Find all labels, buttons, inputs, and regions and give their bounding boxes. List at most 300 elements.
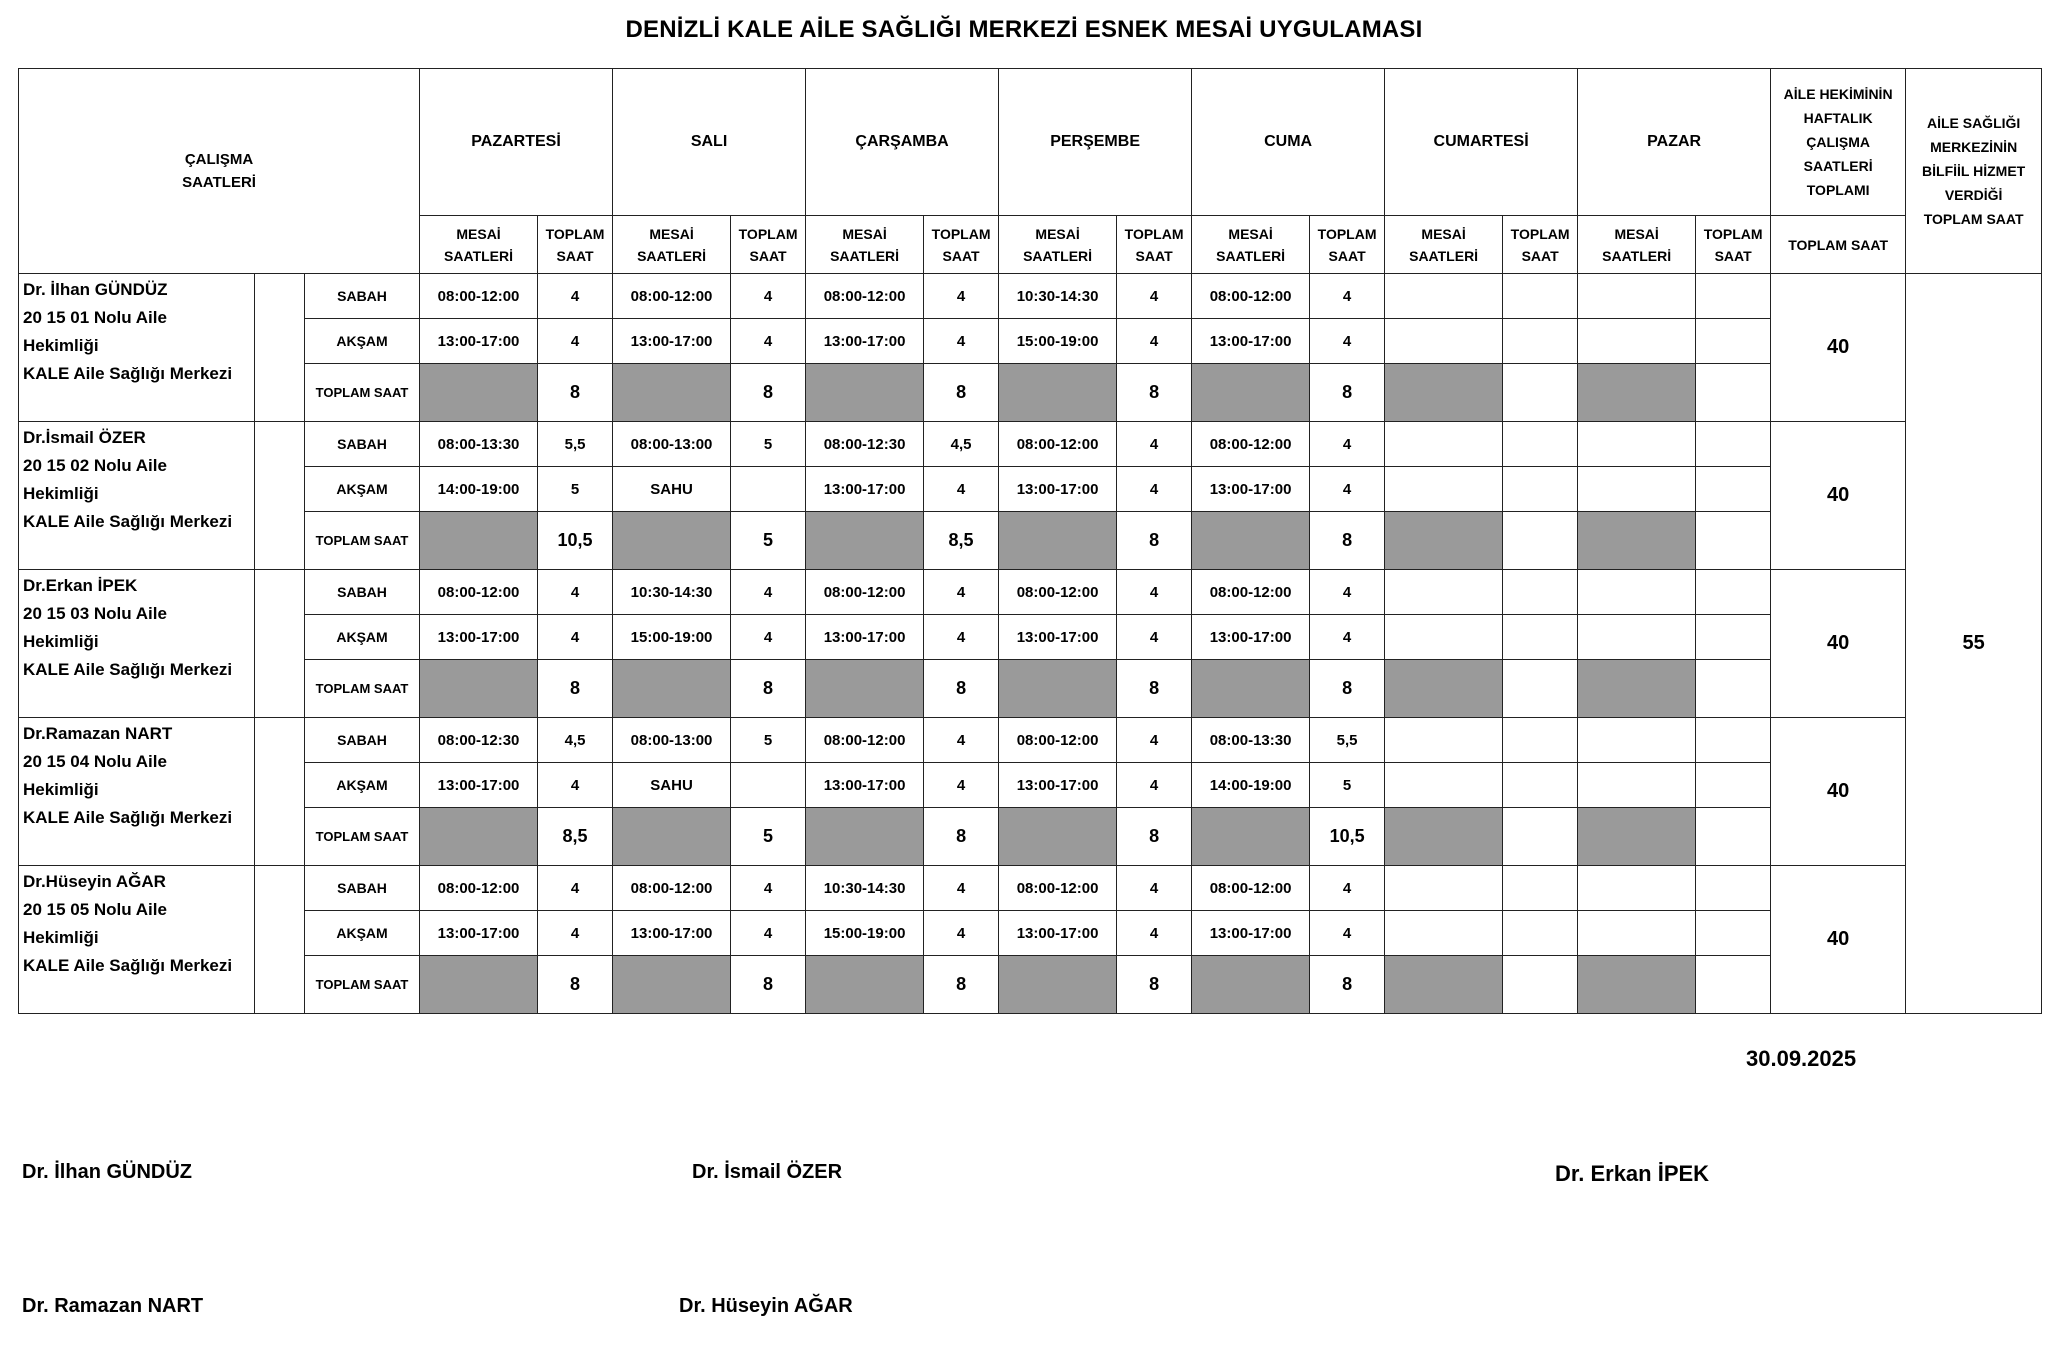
evening-total: 4 bbox=[1310, 467, 1385, 512]
morning-total: 4 bbox=[924, 274, 999, 319]
shaded-cell bbox=[1385, 660, 1503, 718]
doctor-info bbox=[19, 422, 255, 570]
evening-hours: 13:00-17:00 bbox=[1192, 615, 1310, 660]
morning-hours: 08:00-12:00 bbox=[613, 866, 731, 911]
daily-total bbox=[1503, 660, 1578, 718]
weekly-total-subheader: TOPLAM SAAT bbox=[1771, 216, 1906, 274]
mesai-saatleri-subheader-line: SAATLERİ bbox=[444, 247, 514, 264]
morning-total bbox=[1503, 274, 1578, 319]
daily-total: 8 bbox=[538, 364, 613, 422]
shift-label-toplam: TOPLAM SAAT bbox=[305, 808, 420, 866]
toplam-saat-subheader-line: SAAT bbox=[749, 247, 787, 264]
shaded-cell bbox=[420, 808, 538, 866]
toplam-saat-subheader-line: TOPLAM bbox=[1317, 225, 1377, 242]
document-date: 30.09.2025 bbox=[1746, 1046, 1857, 1071]
shaded-cell bbox=[420, 660, 538, 718]
evening-total: 4 bbox=[538, 911, 613, 956]
working-hours-header-line: SAATLERİ bbox=[182, 174, 256, 191]
doctor-info bbox=[19, 274, 255, 422]
evening-hours: 13:00-17:00 bbox=[420, 615, 538, 660]
mesai-saatleri-subheader-line: SAATLERİ bbox=[1409, 247, 1479, 264]
schedule-table bbox=[18, 68, 2042, 1014]
morning-total bbox=[1696, 718, 1771, 763]
toplam-saat-subheader-line: SAAT bbox=[1714, 247, 1752, 264]
evening-hours: 13:00-17:00 bbox=[613, 319, 731, 364]
morning-total bbox=[1696, 274, 1771, 319]
mesai-saatleri-subheader-line: MESAİ bbox=[649, 225, 694, 242]
daily-total bbox=[1696, 512, 1771, 570]
morning-total: 4 bbox=[538, 570, 613, 615]
doctor-unit: 20 15 03 Nolu Aile bbox=[23, 604, 167, 623]
morning-total: 4 bbox=[538, 866, 613, 911]
morning-hours bbox=[1578, 274, 1696, 319]
morning-hours bbox=[1578, 718, 1696, 763]
center-total-header-line: BİLFİİL HİZMET bbox=[1922, 163, 2026, 179]
mesai-saatleri-subheader-line: MESAİ bbox=[1421, 225, 1466, 242]
evening-hours bbox=[1385, 763, 1503, 808]
evening-hours: 13:00-17:00 bbox=[806, 467, 924, 512]
shift-label-toplam: TOPLAM SAAT bbox=[305, 364, 420, 422]
day-header: ÇARŞAMBA bbox=[806, 69, 999, 216]
weekly-total-header-line: AİLE HEKİMİNİN bbox=[1783, 86, 1893, 102]
mesai-saatleri-subheader bbox=[806, 216, 924, 274]
morning-total: 4 bbox=[731, 274, 806, 319]
evening-hours: 13:00-17:00 bbox=[1192, 911, 1310, 956]
evening-hours: 13:00-17:00 bbox=[613, 911, 731, 956]
evening-total: 4 bbox=[1310, 615, 1385, 660]
mesai-saatleri-subheader bbox=[999, 216, 1117, 274]
morning-total: 4 bbox=[538, 274, 613, 319]
evening-hours: 13:00-17:00 bbox=[999, 763, 1117, 808]
signature-ismail-ozer: Dr. İsmail ÖZER bbox=[692, 1161, 843, 1183]
shaded-cell bbox=[420, 512, 538, 570]
morning-hours: 08:00-13:00 bbox=[613, 422, 731, 467]
toplam-saat-subheader-line: SAAT bbox=[1135, 247, 1173, 264]
shaded-cell bbox=[806, 512, 924, 570]
morning-hours bbox=[1385, 866, 1503, 911]
evening-total bbox=[1503, 911, 1578, 956]
daily-total bbox=[1696, 808, 1771, 866]
daily-total: 10,5 bbox=[538, 512, 613, 570]
morning-hours bbox=[1385, 274, 1503, 319]
spacer-cell bbox=[255, 274, 305, 422]
evening-total: 4 bbox=[731, 615, 806, 660]
doctor-unit2: Hekimliği bbox=[23, 780, 99, 799]
center-total-header-line: MERKEZİNİN bbox=[1930, 139, 2018, 155]
morning-hours: 08:00-12:00 bbox=[1192, 422, 1310, 467]
morning-total: 4 bbox=[1117, 570, 1192, 615]
evening-hours: 13:00-17:00 bbox=[1192, 467, 1310, 512]
morning-total bbox=[1503, 422, 1578, 467]
toplam-saat-subheader bbox=[1503, 216, 1578, 274]
shaded-cell bbox=[806, 660, 924, 718]
day-header: CUMARTESİ bbox=[1385, 69, 1578, 216]
evening-total bbox=[1503, 319, 1578, 364]
working-hours-header-line: ÇALIŞMA bbox=[184, 151, 254, 168]
page-title: DENİZLİ KALE AİLE SAĞLIĞI MERKEZİ ESNEK MESAİ UYGULAMASI bbox=[625, 16, 1423, 43]
daily-total bbox=[1696, 364, 1771, 422]
mesai-saatleri-subheader-line: SAATLERİ bbox=[830, 247, 900, 264]
morning-hours: 08:00-12:30 bbox=[420, 718, 538, 763]
toplam-saat-subheader-line: SAAT bbox=[556, 247, 594, 264]
daily-total: 8 bbox=[924, 808, 999, 866]
evening-total: 4 bbox=[538, 763, 613, 808]
shaded-cell bbox=[999, 660, 1117, 718]
morning-hours: 08:00-12:00 bbox=[999, 866, 1117, 911]
daily-total: 8,5 bbox=[538, 808, 613, 866]
center-total-header bbox=[1906, 69, 2042, 274]
morning-total bbox=[1696, 570, 1771, 615]
mesai-saatleri-subheader-line: MESAİ bbox=[456, 225, 501, 242]
evening-total: 4 bbox=[731, 319, 806, 364]
shaded-cell bbox=[1192, 660, 1310, 718]
mesai-saatleri-subheader-line: SAATLERİ bbox=[637, 247, 707, 264]
morning-total: 4 bbox=[1117, 274, 1192, 319]
toplam-saat-subheader bbox=[924, 216, 999, 274]
daily-total: 8 bbox=[1117, 660, 1192, 718]
shaded-cell bbox=[1578, 364, 1696, 422]
morning-hours: 08:00-12:00 bbox=[1192, 866, 1310, 911]
toplam-saat-subheader-line: TOPLAM bbox=[545, 225, 605, 242]
shaded-cell bbox=[1192, 956, 1310, 1014]
daily-total: 8 bbox=[1117, 956, 1192, 1014]
morning-total: 4 bbox=[1117, 866, 1192, 911]
daily-total: 8 bbox=[1117, 364, 1192, 422]
evening-total: 4 bbox=[924, 319, 999, 364]
evening-hours: 13:00-17:00 bbox=[420, 911, 538, 956]
morning-hours: 08:00-12:00 bbox=[1192, 274, 1310, 319]
doctor-name: Dr.Erkan İPEK bbox=[23, 576, 138, 595]
evening-total: 5 bbox=[538, 467, 613, 512]
mesai-saatleri-subheader bbox=[420, 216, 538, 274]
evening-hours: 13:00-17:00 bbox=[1192, 319, 1310, 364]
working-hours-header bbox=[19, 69, 420, 274]
signature-ramazan-nart: Dr. Ramazan NART bbox=[22, 1295, 204, 1317]
morning-total: 5 bbox=[731, 422, 806, 467]
daily-total: 8 bbox=[1310, 512, 1385, 570]
shaded-cell bbox=[1385, 364, 1503, 422]
morning-hours: 08:00-13:00 bbox=[613, 718, 731, 763]
shift-label-sabah: SABAH bbox=[305, 866, 420, 911]
evening-hours bbox=[1578, 319, 1696, 364]
weekly-total-header-line: SAATLERİ bbox=[1803, 158, 1873, 174]
morning-total: 5 bbox=[731, 718, 806, 763]
evening-total: 5 bbox=[1310, 763, 1385, 808]
mesai-saatleri-subheader bbox=[1192, 216, 1310, 274]
daily-total: 8 bbox=[1310, 364, 1385, 422]
signature-ilhan-gunduz: Dr. İlhan GÜNDÜZ bbox=[22, 1161, 193, 1183]
daily-total bbox=[1503, 808, 1578, 866]
daily-total: 8 bbox=[731, 364, 806, 422]
morning-hours: 08:00-12:00 bbox=[999, 718, 1117, 763]
shift-label-toplam: TOPLAM SAAT bbox=[305, 956, 420, 1014]
shift-label-sabah: SABAH bbox=[305, 274, 420, 319]
evening-hours: SAHU bbox=[613, 467, 731, 512]
shift-label-aksam: AKŞAM bbox=[305, 319, 420, 364]
morning-hours: 10:30-14:30 bbox=[806, 866, 924, 911]
daily-total: 8 bbox=[731, 956, 806, 1014]
center-total: 55 bbox=[1906, 274, 2042, 1014]
evening-hours bbox=[1385, 911, 1503, 956]
daily-total: 8 bbox=[1310, 660, 1385, 718]
morning-hours: 08:00-12:00 bbox=[420, 866, 538, 911]
shift-label-aksam: AKŞAM bbox=[305, 763, 420, 808]
daily-total bbox=[1503, 512, 1578, 570]
day-header: CUMA bbox=[1192, 69, 1385, 216]
doctor-center: KALE Aile Sağlığı Merkezi bbox=[23, 660, 233, 679]
evening-total bbox=[1696, 319, 1771, 364]
toplam-saat-subheader-line: SAAT bbox=[942, 247, 980, 264]
evening-hours: 13:00-17:00 bbox=[806, 763, 924, 808]
morning-hours bbox=[1578, 570, 1696, 615]
morning-total: 4 bbox=[1310, 570, 1385, 615]
daily-total: 8 bbox=[538, 956, 613, 1014]
doctor-name: Dr.Hüseyin AĞAR bbox=[23, 872, 166, 891]
mesai-saatleri-subheader bbox=[1385, 216, 1503, 274]
shift-label-toplam: TOPLAM SAAT bbox=[305, 660, 420, 718]
morning-hours bbox=[1578, 866, 1696, 911]
morning-hours: 08:00-13:30 bbox=[1192, 718, 1310, 763]
morning-hours: 08:00-12:00 bbox=[420, 570, 538, 615]
doctor-unit2: Hekimliği bbox=[23, 336, 99, 355]
evening-total bbox=[1503, 615, 1578, 660]
toplam-saat-subheader-line: TOPLAM bbox=[1510, 225, 1570, 242]
morning-hours: 10:30-14:30 bbox=[999, 274, 1117, 319]
doctor-name: Dr. İlhan GÜNDÜZ bbox=[23, 280, 168, 299]
morning-hours: 08:00-13:30 bbox=[420, 422, 538, 467]
evening-hours bbox=[1578, 911, 1696, 956]
evening-hours bbox=[1385, 319, 1503, 364]
daily-total: 5 bbox=[731, 808, 806, 866]
morning-hours: 08:00-12:00 bbox=[999, 570, 1117, 615]
evening-total: 4 bbox=[731, 911, 806, 956]
toplam-saat-subheader-line: TOPLAM bbox=[931, 225, 991, 242]
doctor-name: Dr.Ramazan NART bbox=[23, 724, 173, 743]
evening-hours: SAHU bbox=[613, 763, 731, 808]
shaded-cell bbox=[613, 956, 731, 1014]
shaded-cell bbox=[1578, 512, 1696, 570]
evening-total bbox=[731, 467, 806, 512]
morning-hours: 10:30-14:30 bbox=[613, 570, 731, 615]
morning-total bbox=[1503, 570, 1578, 615]
toplam-saat-subheader-line: TOPLAM bbox=[1703, 225, 1763, 242]
shaded-cell bbox=[999, 808, 1117, 866]
morning-total: 4,5 bbox=[924, 422, 999, 467]
weekly-total-header-line: ÇALIŞMA bbox=[1806, 134, 1871, 150]
mesai-saatleri-subheader-line: MESAİ bbox=[1614, 225, 1659, 242]
shift-label-sabah: SABAH bbox=[305, 718, 420, 763]
shift-label-sabah: SABAH bbox=[305, 570, 420, 615]
center-total-header-line: TOPLAM SAAT bbox=[1923, 211, 2024, 227]
shift-label-toplam: TOPLAM SAAT bbox=[305, 512, 420, 570]
evening-total: 4 bbox=[538, 615, 613, 660]
mesai-saatleri-subheader bbox=[1578, 216, 1696, 274]
evening-hours bbox=[1578, 615, 1696, 660]
weekly-total-header-line: HAFTALIK bbox=[1803, 110, 1873, 126]
weekly-total: 40 bbox=[1771, 718, 1906, 866]
spacer-cell bbox=[255, 570, 305, 718]
shaded-cell bbox=[1578, 808, 1696, 866]
evening-hours: 13:00-17:00 bbox=[420, 319, 538, 364]
morning-total bbox=[1503, 718, 1578, 763]
daily-total: 8 bbox=[1117, 512, 1192, 570]
morning-hours: 08:00-12:00 bbox=[613, 274, 731, 319]
doctor-center: KALE Aile Sağlığı Merkezi bbox=[23, 364, 233, 383]
weekly-total: 40 bbox=[1771, 866, 1906, 1014]
evening-total: 4 bbox=[1117, 467, 1192, 512]
evening-total bbox=[1696, 763, 1771, 808]
morning-total bbox=[1696, 422, 1771, 467]
day-header: PAZARTESİ bbox=[420, 69, 613, 216]
shift-label-sabah: SABAH bbox=[305, 422, 420, 467]
evening-total bbox=[1503, 467, 1578, 512]
evening-hours bbox=[1385, 467, 1503, 512]
evening-total: 4 bbox=[1117, 763, 1192, 808]
morning-total: 5,5 bbox=[1310, 718, 1385, 763]
evening-total: 4 bbox=[1117, 615, 1192, 660]
morning-total: 5,5 bbox=[538, 422, 613, 467]
doctor-center: KALE Aile Sağlığı Merkezi bbox=[23, 956, 233, 975]
doctor-info bbox=[19, 718, 255, 866]
evening-hours: 13:00-17:00 bbox=[999, 467, 1117, 512]
evening-total: 4 bbox=[1310, 319, 1385, 364]
shaded-cell bbox=[806, 956, 924, 1014]
doctor-unit2: Hekimliği bbox=[23, 928, 99, 947]
shaded-cell bbox=[999, 364, 1117, 422]
doctor-unit: 20 15 02 Nolu Aile bbox=[23, 456, 167, 475]
evening-hours: 14:00-19:00 bbox=[1192, 763, 1310, 808]
mesai-saatleri-subheader-line: MESAİ bbox=[1035, 225, 1080, 242]
evening-hours bbox=[1385, 615, 1503, 660]
shaded-cell bbox=[1578, 660, 1696, 718]
evening-total: 4 bbox=[924, 615, 999, 660]
evening-total: 4 bbox=[1310, 911, 1385, 956]
toplam-saat-subheader-line: SAAT bbox=[1521, 247, 1559, 264]
morning-hours: 08:00-12:30 bbox=[806, 422, 924, 467]
day-header: PERŞEMBE bbox=[999, 69, 1192, 216]
evening-total bbox=[1696, 911, 1771, 956]
weekly-total: 40 bbox=[1771, 422, 1906, 570]
mesai-saatleri-subheader-line: MESAİ bbox=[842, 225, 887, 242]
morning-total: 4 bbox=[1310, 422, 1385, 467]
evening-hours: 13:00-17:00 bbox=[999, 615, 1117, 660]
morning-total: 4 bbox=[924, 866, 999, 911]
morning-hours bbox=[1578, 422, 1696, 467]
toplam-saat-subheader bbox=[1696, 216, 1771, 274]
shaded-cell bbox=[613, 512, 731, 570]
daily-total: 8 bbox=[924, 364, 999, 422]
morning-total bbox=[1696, 866, 1771, 911]
toplam-saat-subheader bbox=[1310, 216, 1385, 274]
doctor-unit2: Hekimliği bbox=[23, 484, 99, 503]
evening-hours: 13:00-17:00 bbox=[420, 763, 538, 808]
spacer-cell bbox=[255, 718, 305, 866]
morning-hours: 08:00-12:00 bbox=[420, 274, 538, 319]
weekly-total: 40 bbox=[1771, 570, 1906, 718]
morning-hours bbox=[1385, 422, 1503, 467]
shaded-cell bbox=[806, 808, 924, 866]
morning-total bbox=[1503, 866, 1578, 911]
morning-hours: 08:00-12:00 bbox=[806, 570, 924, 615]
shaded-cell bbox=[1578, 956, 1696, 1014]
daily-total: 8 bbox=[1117, 808, 1192, 866]
shaded-cell bbox=[613, 660, 731, 718]
evening-hours: 15:00-19:00 bbox=[999, 319, 1117, 364]
daily-total: 8,5 bbox=[924, 512, 999, 570]
day-header: PAZAR bbox=[1578, 69, 1771, 216]
evening-hours bbox=[1578, 467, 1696, 512]
morning-total: 4 bbox=[731, 866, 806, 911]
toplam-saat-subheader bbox=[731, 216, 806, 274]
weekly-total-header bbox=[1771, 69, 1906, 216]
evening-hours: 13:00-17:00 bbox=[999, 911, 1117, 956]
shaded-cell bbox=[999, 512, 1117, 570]
evening-total: 4 bbox=[1117, 319, 1192, 364]
mesai-saatleri-subheader-line: SAATLERİ bbox=[1023, 247, 1093, 264]
doctor-unit: 20 15 01 Nolu Aile bbox=[23, 308, 167, 327]
shaded-cell bbox=[806, 364, 924, 422]
evening-hours: 14:00-19:00 bbox=[420, 467, 538, 512]
signature-huseyin-agar: Dr. Hüseyin AĞAR bbox=[679, 1295, 853, 1317]
evening-hours: 13:00-17:00 bbox=[806, 319, 924, 364]
shaded-cell bbox=[613, 808, 731, 866]
daily-total: 8 bbox=[538, 660, 613, 718]
weekly-total-header-line: TOPLAMI bbox=[1806, 182, 1870, 198]
morning-hours: 08:00-12:00 bbox=[806, 718, 924, 763]
doctor-center: KALE Aile Sağlığı Merkezi bbox=[23, 808, 233, 827]
evening-hours: 15:00-19:00 bbox=[806, 911, 924, 956]
evening-total bbox=[731, 763, 806, 808]
shaded-cell bbox=[1192, 364, 1310, 422]
daily-total bbox=[1503, 956, 1578, 1014]
toplam-saat-subheader bbox=[1117, 216, 1192, 274]
mesai-saatleri-subheader-line: SAATLERİ bbox=[1216, 247, 1286, 264]
evening-total bbox=[1696, 467, 1771, 512]
morning-total: 4 bbox=[1117, 718, 1192, 763]
toplam-saat-subheader-line: SAAT bbox=[1328, 247, 1366, 264]
signature-erkan-ipek: Dr. Erkan İPEK bbox=[1555, 1161, 1710, 1186]
day-header: SALI bbox=[613, 69, 806, 216]
evening-total: 4 bbox=[924, 467, 999, 512]
evening-hours: 13:00-17:00 bbox=[806, 615, 924, 660]
center-total-header-line: AİLE SAĞLIĞI bbox=[1926, 115, 2021, 131]
toplam-saat-subheader-line: TOPLAM bbox=[1124, 225, 1184, 242]
daily-total bbox=[1696, 660, 1771, 718]
morning-hours: 08:00-12:00 bbox=[999, 422, 1117, 467]
daily-total: 5 bbox=[731, 512, 806, 570]
toplam-saat-subheader bbox=[538, 216, 613, 274]
evening-hours bbox=[1578, 763, 1696, 808]
shaded-cell bbox=[613, 364, 731, 422]
doctor-info bbox=[19, 866, 255, 1014]
morning-hours bbox=[1385, 718, 1503, 763]
doctor-name: Dr.İsmail ÖZER bbox=[23, 428, 146, 447]
weekly-total: 40 bbox=[1771, 274, 1906, 422]
center-total-header-line: VERDİĞİ bbox=[1944, 187, 2003, 203]
evening-total: 4 bbox=[538, 319, 613, 364]
shaded-cell bbox=[420, 364, 538, 422]
shaded-cell bbox=[1385, 956, 1503, 1014]
daily-total: 8 bbox=[1310, 956, 1385, 1014]
doctor-unit2: Hekimliği bbox=[23, 632, 99, 651]
shift-label-aksam: AKŞAM bbox=[305, 615, 420, 660]
daily-total bbox=[1503, 364, 1578, 422]
evening-total: 4 bbox=[924, 763, 999, 808]
shift-label-aksam: AKŞAM bbox=[305, 911, 420, 956]
shift-label-aksam: AKŞAM bbox=[305, 467, 420, 512]
mesai-saatleri-subheader bbox=[613, 216, 731, 274]
shaded-cell bbox=[1192, 512, 1310, 570]
